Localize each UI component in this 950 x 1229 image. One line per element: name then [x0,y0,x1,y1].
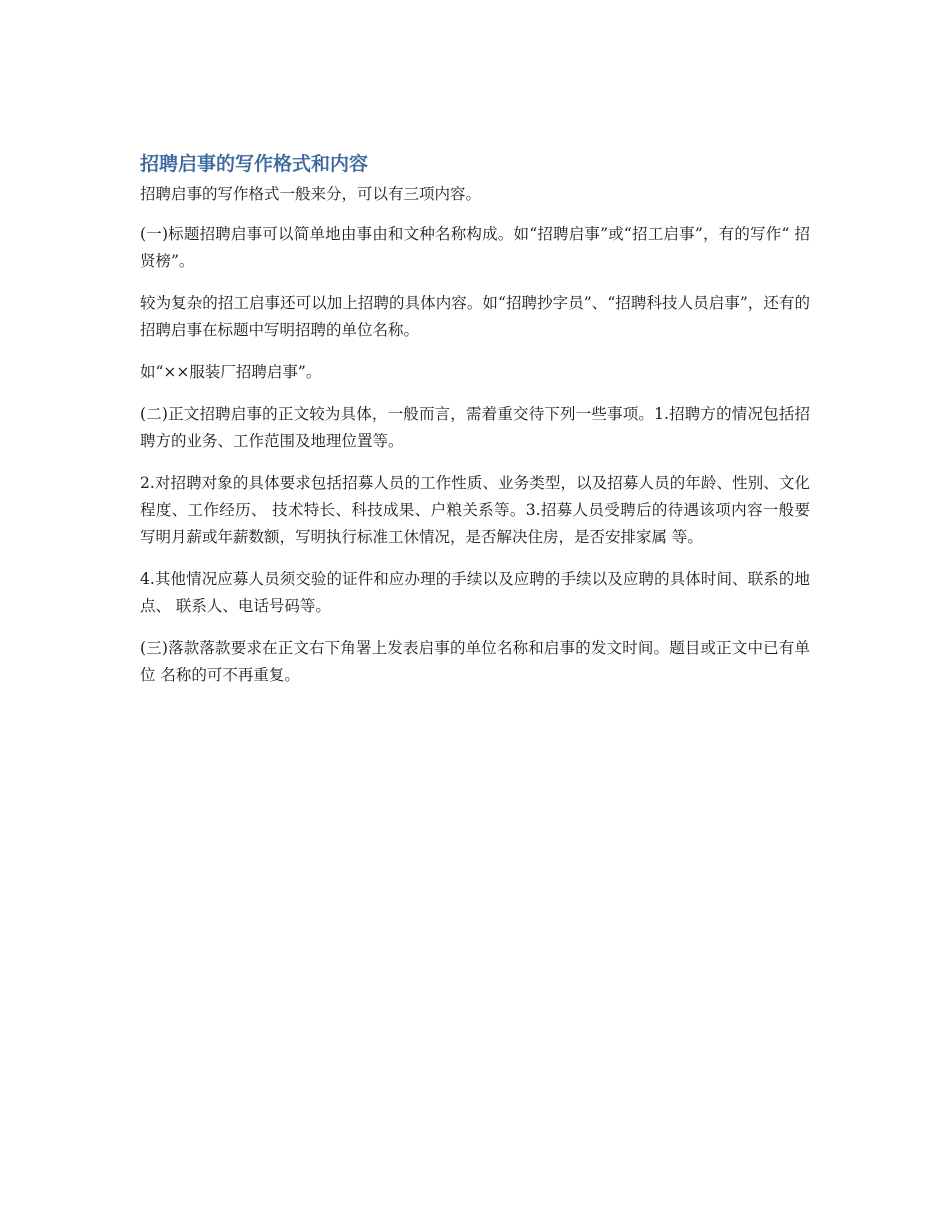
paragraph-other-info: 4.其他情况应募人员须交验的证件和应办理的手续以及应聘的手续以及应聘的具体时间、联系的地点、 联系人、电话号码等。 [140,570,810,615]
paragraph-intro: 招聘启事的写作格式一般来分，可以有三项内容。 [140,185,482,203]
paragraph-example: 如“××服装厂招聘启事”。 [140,363,322,381]
paragraph-body-section: (二)正文招聘启事的正文较为具体，一般而言，需着重交待下列一些事项。1.招聘方的情况包括招聘方的业务、工作范围及地理位置等。 [140,405,810,450]
paragraph-signature-section: (三)落款落款要求在正文右下角署上发表启事的单位名称和启事的发文时间。题目或正文中已有单位 名称的可不再重复。 [140,639,810,684]
document-title: 招聘启事的写作格式和内容 [140,153,369,175]
paragraph-complex-title: 较为复杂的招工启事还可以加上招聘的具体内容。如“招聘抄字员”、“招聘科技人员启事”，还有的招聘启事在标题中写明招聘的单位名称。 [140,294,810,339]
paragraph-title-section: (一)标题招聘启事可以简单地由事由和文种名称构成。如“招聘启事”或“招工启事”，有的写作“ 招贤榜”。 [140,225,810,270]
document-page [140,150,810,704]
paragraph-requirements: 2.对招聘对象的具体要求包括招募人员的工作性质、业务类型，以及招募人员的年龄、性别、文化程度、工作经历、 技术特长、科技成果、户粮关系等。3.招募人员受聘后的待遇该项内容一般要写明月薪或年薪数额，写明执行标准工休情况，是否解决住房，是否安排家属 等。 [140,474,810,546]
